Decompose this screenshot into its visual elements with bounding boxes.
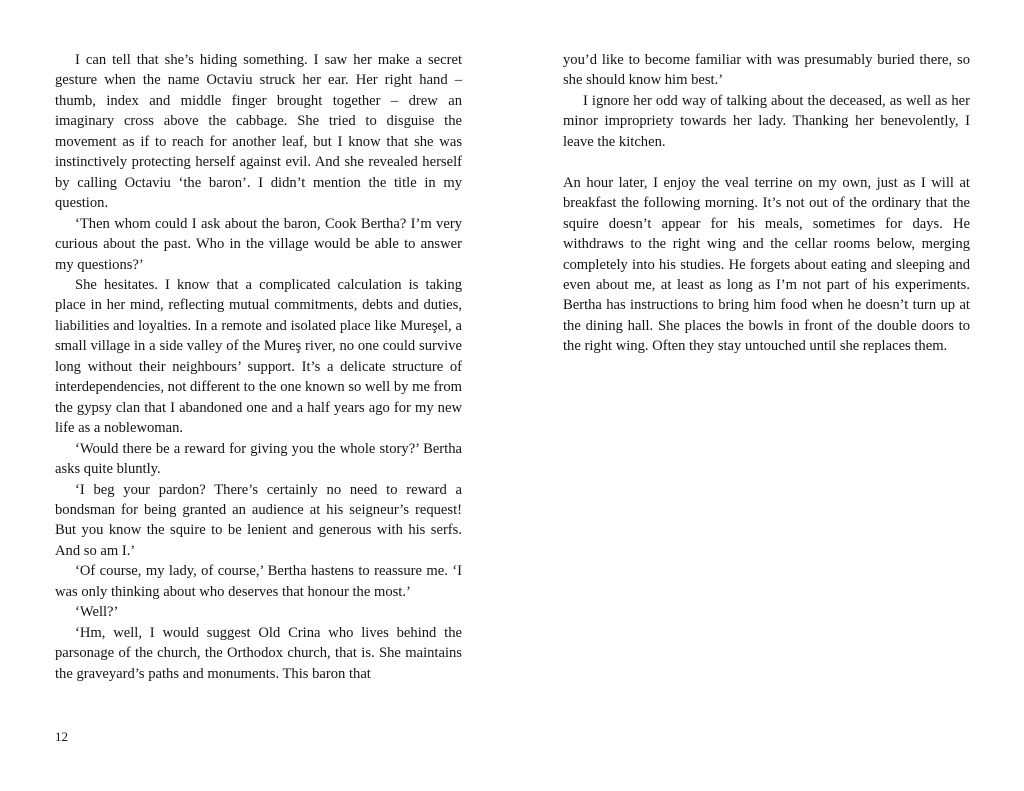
right-page-text <box>563 50 970 357</box>
continued-paragraph: you’d like to become familiar with was presumably buried there, so she should know him best.’ <box>563 52 970 89</box>
left-page-text <box>55 50 462 684</box>
paragraph: ‘Would there be a reward for giving you the whole story?’ Bertha asks quite bluntly. <box>55 440 462 478</box>
page-number: 12 <box>55 729 68 744</box>
paragraph: I ignore her odd way of talking about the deceased, as well as her minor impropriety towards her lady. Thanking her benevolently, I leave the kitchen. <box>563 92 970 150</box>
paragraph: ‘I beg your pardon? There’s certainly no need to reward a bondsman for being granted an audience at his seigneur’s request! But you know the squire to be lenient and generous with his serfs. And so am I.’ <box>55 481 462 559</box>
paragraph: ‘Of course, my lady, of course,’ Bertha hastens to reassure me. ‘I was only thinking about who deserves that honour the most.’ <box>55 563 462 600</box>
paragraph: ‘Well?’ <box>75 604 119 621</box>
paragraph: ‘Then whom could I ask about the baron, Cook Bertha? I’m very curious about the past. Who in the village would be able to answer my questions?’ <box>55 215 462 273</box>
paragraph: She hesitates. I know that a complicated calculation is taking place in her mind, reflecting mutual commitments, debts and duties, liabilities and loyalties. In a remote and isolated place like Mureşel, a small village in a side valley of the Mureş river, no one could survive long without their neighbours’ support. It’s a delicate structure of interdependencies, not different to the one known so well by me from the gypsy clan that I abandoned one and a half years ago for my new life as a noblewoman. <box>55 276 462 437</box>
right-page <box>512 0 1024 791</box>
paragraph: I can tell that she’s hiding something. I saw her make a secret gesture when the name Octaviu struck her ear. Her right hand – thumb, index and middle finger brought together – drew an imaginary cross above the cabbage. She tried to disguise the movement as if to reach for another leaf, but I know that she was instinctively protecting herself against evil. And she revealed herself by calling Octaviu ‘the baron’. I didn’t mention the title in my question. <box>55 52 462 212</box>
paragraph: ‘Hm, well, I would suggest Old Crina who lives behind the parsonage of the church, the Orthodox church, that is. She maintains the graveyard’s paths and monuments. This baron that <box>55 624 462 682</box>
section-paragraph: An hour later, I enjoy the veal terrine on my own, just as I will at breakfast the following morning. It’s not out of the ordinary that the squire doesn’t appear for his meals, sometimes for days. He withdraws to the right wing and the cellar rooms below, merging completely into his studies. He forgets about eating and sleeping and even about me, at least as long as I’m not part of his experiments. Bertha has instructions to bring him food when he doesn’t turn up at the dining hall. She places the bowls in front of the double doors to the right wing. Often they stay untouched until she replaces them. <box>563 174 970 355</box>
